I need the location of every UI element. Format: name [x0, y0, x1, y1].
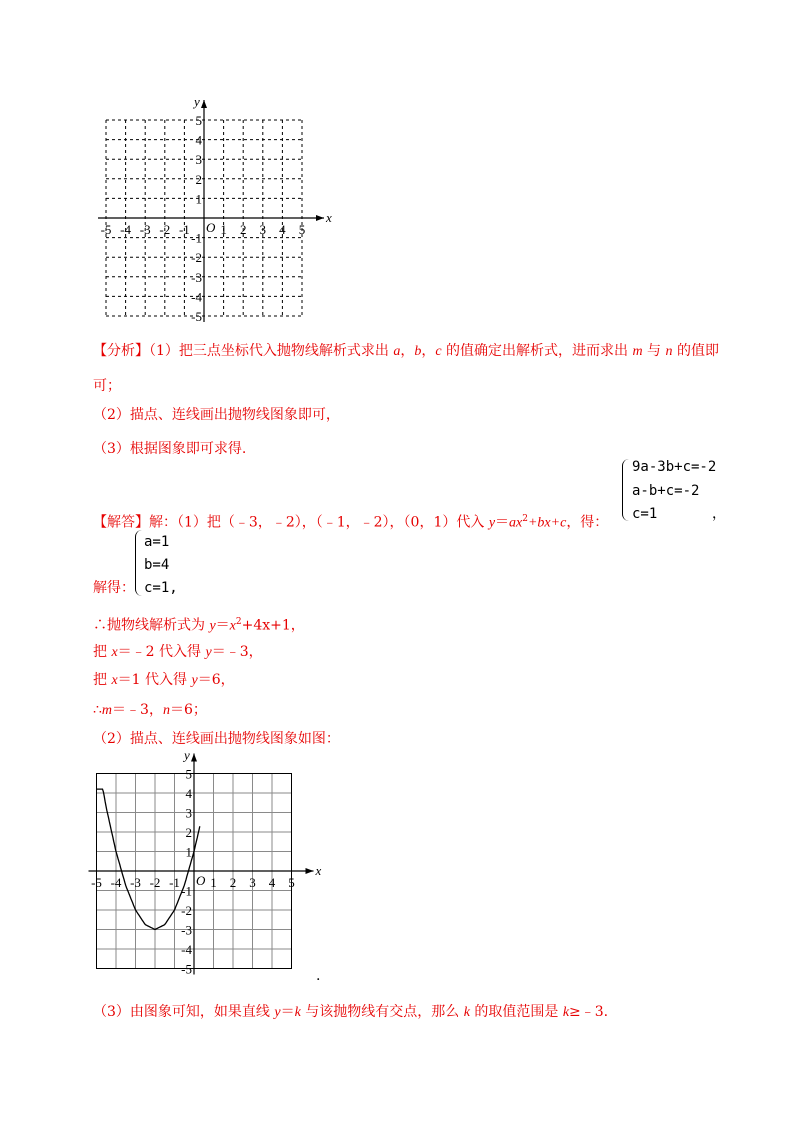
x-tick-label: -3 — [139, 222, 151, 237]
conclusion-text: 的取值范围是 — [469, 1004, 563, 1020]
x-tick-label: -4 — [110, 875, 122, 890]
var-k: k — [294, 1005, 301, 1020]
var-y: y — [205, 645, 212, 660]
conclusion-text: （3）由图象可知，如果直线 — [93, 1004, 275, 1020]
solution-line-2 — [93, 612, 305, 637]
system1-brace — [622, 459, 629, 521]
solution-text: ＝﹣3， — [112, 702, 163, 718]
solution-text: ＝﹣3， — [211, 644, 263, 660]
x-axis-arrow — [306, 868, 314, 874]
x-tick-label: 5 — [298, 222, 306, 237]
solution-tag: 【解答】 — [93, 514, 149, 531]
var-a: a — [393, 344, 401, 359]
origin-label: O — [196, 873, 206, 888]
y-tick-label: 3 — [195, 152, 202, 168]
x-tick-label: 1 — [220, 222, 227, 237]
y-tick-label: 5 — [195, 113, 202, 128]
formula-term: +4x+1， — [241, 617, 305, 634]
result-label: 解得： — [93, 580, 135, 596]
solution-text: ＝6， — [197, 672, 235, 688]
analysis-tag: 【分析】 — [93, 343, 149, 359]
x-tick-label: 5 — [288, 875, 295, 890]
y-tick-label: -1 — [191, 230, 202, 246]
system1-eq-2: a-b+c=-2 — [632, 483, 700, 499]
y-tick-label: -2 — [181, 903, 192, 918]
exponent: 2 — [522, 514, 528, 524]
y-tick-label: -5 — [191, 309, 202, 324]
conclusion-text: ≥﹣3. — [569, 1004, 609, 1020]
x-tick-label: -5 — [100, 222, 112, 237]
x-tick-label: -2 — [159, 222, 171, 237]
formula-term: +bx+c — [527, 515, 567, 531]
parabola-plot — [88, 747, 328, 987]
conclusion-text: 与该抛物线有交点，那么 — [300, 1004, 464, 1020]
var-y: y — [488, 515, 496, 531]
y-tick-label: -3 — [181, 922, 192, 938]
x-axis-label: x — [315, 863, 322, 878]
y-tick-label: -3 — [191, 269, 202, 285]
equals: ＝ — [280, 1004, 295, 1020]
y-tick-label: 4 — [195, 132, 202, 148]
system1-eq-1: 9a-3b+c=-2 — [632, 459, 717, 475]
system2-eq-3: c=1, — [144, 580, 178, 596]
var-x: x — [111, 645, 118, 660]
x-tick-label: 4 — [279, 222, 286, 237]
separator: ， — [421, 343, 436, 359]
solution-text: ＝6； — [169, 702, 207, 718]
var-y: y — [191, 673, 198, 688]
solution-line-6: （2）描点、连线画出抛物线图象如图： — [93, 731, 340, 747]
var-y: y — [274, 1005, 281, 1020]
analysis-text: （1）把三点坐标代入抛物线解析式求出 — [149, 343, 394, 359]
analysis-line-1 — [93, 341, 719, 362]
x-tick-label: 2 — [229, 875, 237, 890]
system2-brace — [135, 530, 142, 596]
y-tick-label: -4 — [181, 942, 192, 957]
y-tick-label: -1 — [181, 883, 192, 899]
solution-text: 把 — [93, 672, 112, 688]
solution-text: ＝﹣2 代入得 — [117, 644, 206, 660]
solution-intro: 解：（1）把（﹣3，﹣2），（﹣1，﹣2），（0，1）代入 — [149, 514, 489, 531]
system2-eq-1: a=1 — [144, 534, 170, 550]
separator: ， — [400, 343, 415, 359]
conclusion-line — [93, 1002, 608, 1023]
blank-coordinate-grid — [90, 92, 330, 328]
x-tick-label: 4 — [268, 875, 276, 890]
var-m: m — [632, 344, 643, 359]
system2-eq-2: b=4 — [144, 557, 170, 573]
analysis-line-1-cont: 可； — [93, 378, 121, 394]
analysis-text: 与 — [642, 343, 666, 359]
solution-line-3 — [93, 642, 263, 663]
analysis-text: 的值确定出解析式，进而求出 — [441, 343, 633, 359]
x-axis-arrow — [316, 215, 324, 221]
y-tick-label: 2 — [185, 825, 192, 840]
y-axis-label: y — [194, 94, 200, 109]
x-tick-label: -5 — [91, 875, 102, 890]
x-tick-label: 1 — [210, 875, 217, 890]
var-k: k — [562, 1005, 570, 1020]
var-x: x — [111, 673, 118, 688]
y-tick-label: 3 — [185, 805, 192, 821]
y-tick-label: 2 — [195, 171, 202, 187]
solution-line-4 — [93, 670, 235, 691]
y-tick-label: -5 — [181, 961, 192, 977]
var-x: x — [229, 618, 236, 634]
var-b: b — [414, 344, 422, 359]
x-tick-label: 3 — [259, 222, 267, 237]
origin-label: O — [206, 220, 216, 235]
system1-comma: ， — [712, 506, 726, 522]
y-tick-label: 1 — [185, 844, 192, 860]
figure-dot: . — [316, 968, 321, 984]
solution-line-1 — [93, 509, 608, 534]
solution-text: 把 — [93, 644, 112, 660]
var-n: n — [162, 703, 170, 718]
solution-line-5 — [93, 700, 207, 721]
solution-text: ＝1 代入得 — [117, 672, 192, 688]
x-tick-label: 2 — [239, 222, 247, 237]
var-k: k — [463, 1005, 470, 1020]
x-axis-label: x — [326, 210, 332, 225]
var-m: m — [101, 703, 113, 718]
var-y: y — [209, 618, 216, 634]
y-axis-arrow — [201, 100, 207, 108]
y-axis-arrow — [191, 754, 197, 762]
y-tick-label: -4 — [191, 289, 202, 305]
y-axis-label: y — [184, 747, 190, 763]
y-tick-label: 1 — [195, 191, 202, 207]
y-tick-label: 5 — [185, 766, 192, 782]
formula-term: ax — [509, 515, 523, 531]
equals: ＝ — [495, 514, 510, 531]
var-c: c — [435, 344, 442, 359]
x-tick-label: -1 — [178, 222, 190, 237]
therefore-symbol: ∴ — [93, 702, 102, 718]
solution-text: ∴抛物线解析式为 — [93, 617, 210, 634]
system1-eq-3: c=1 — [632, 506, 658, 522]
x-tick-label: -2 — [149, 875, 161, 890]
y-tick-label: -2 — [191, 250, 202, 266]
equals: ＝ — [215, 617, 230, 634]
solution-text: ，得： — [566, 514, 609, 531]
x-tick-label: -4 — [120, 222, 132, 237]
analysis-text: 的值即 — [672, 343, 719, 359]
x-tick-label: -1 — [169, 875, 180, 890]
exponent: 2 — [235, 617, 242, 627]
x-tick-label: 3 — [249, 875, 256, 890]
var-n: n — [665, 344, 673, 359]
y-tick-label: 4 — [185, 786, 192, 801]
analysis-line-3: （3）根据图象即可求得. — [93, 441, 247, 457]
analysis-line-2: （2）描点、连线画出抛物线图象即可， — [93, 407, 340, 423]
x-tick-label: -3 — [130, 875, 141, 890]
